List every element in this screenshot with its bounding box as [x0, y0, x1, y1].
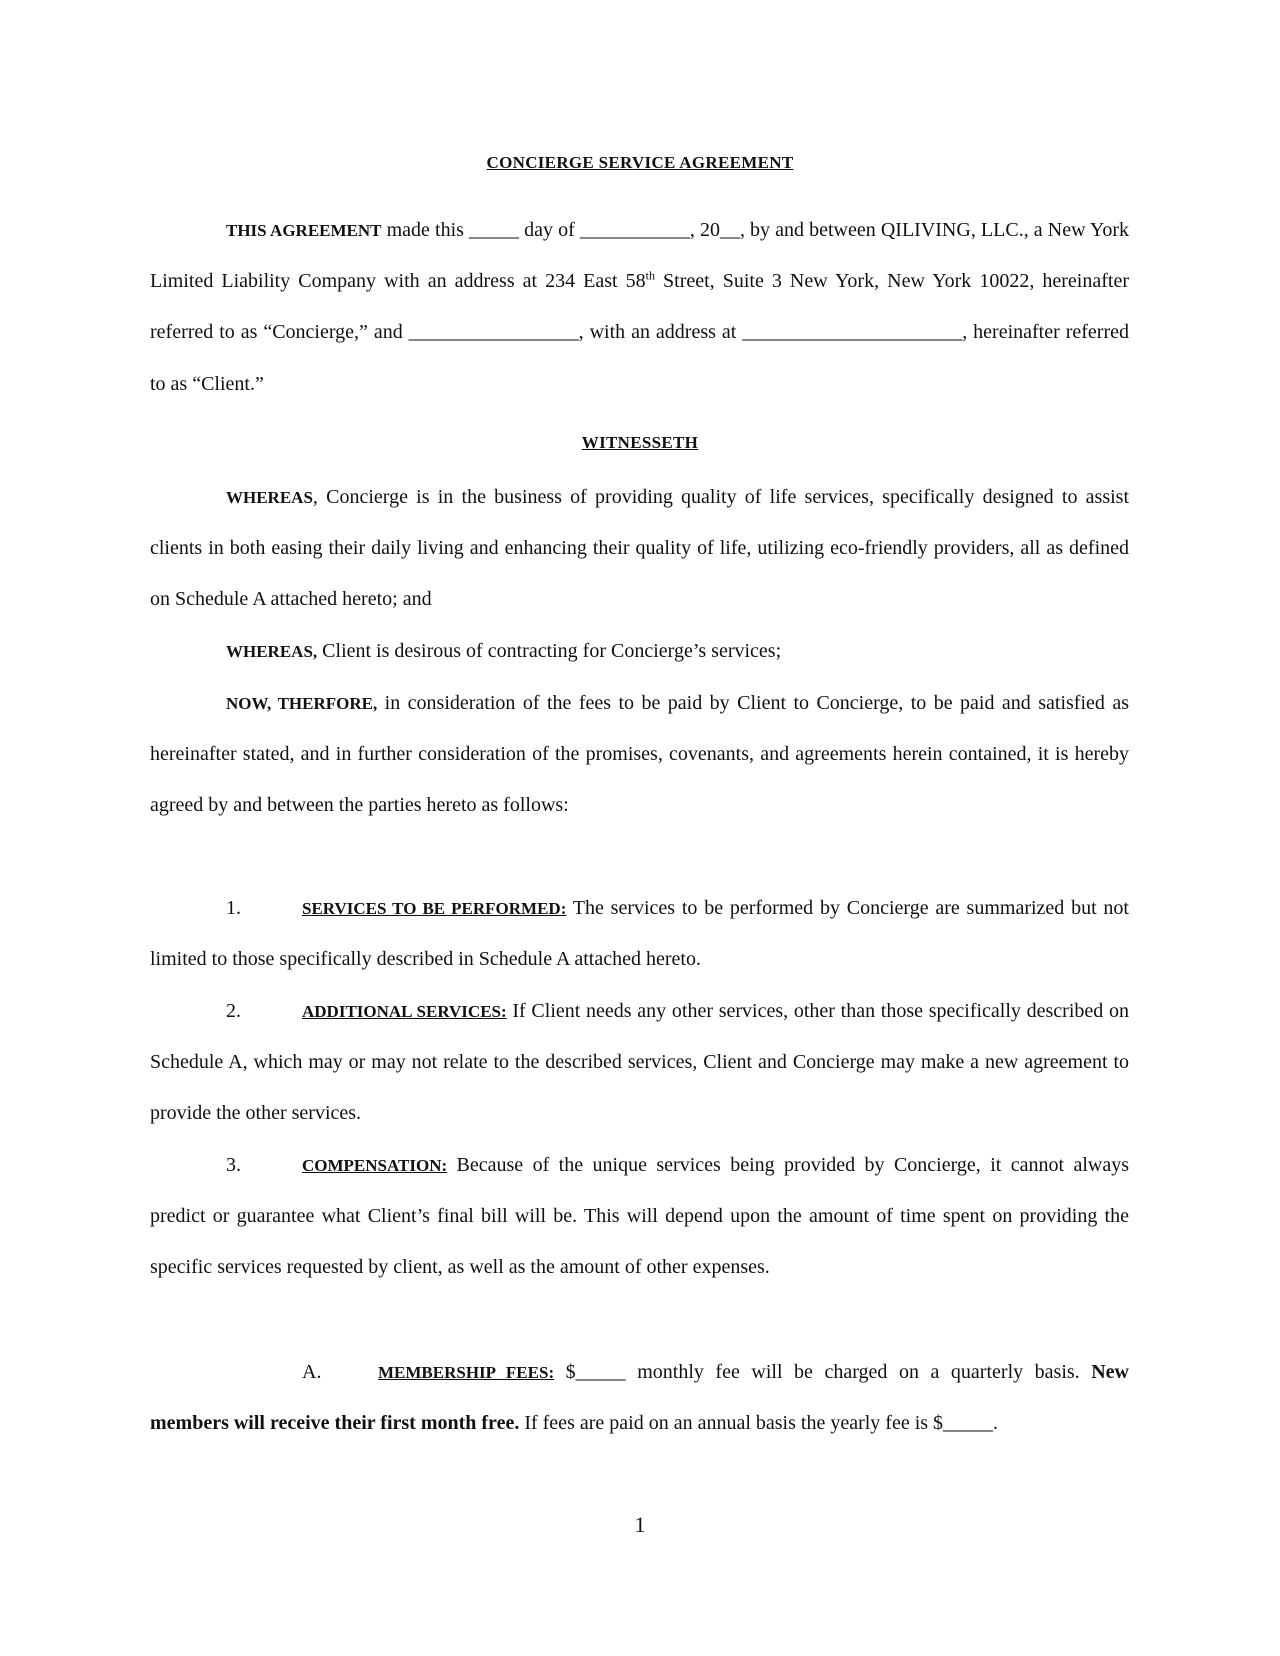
section-1-text: The services to be performed by Concierge are summarized but not limited to those specifically described in Schedule A attached hereto.: [150, 897, 1129, 971]
whereas-paragraph-1: [150, 472, 1129, 626]
whereas-2-lead: WHEREAS,: [226, 642, 318, 661]
section-3-number: 3.: [226, 1154, 241, 1176]
now-therefore-lead: NOW, THERFORE,: [226, 694, 378, 713]
section-1-paragraph: [150, 883, 1129, 985]
section-3-heading: COMPENSATION:: [302, 1156, 448, 1175]
intro-text-2: Street, Suite 3 New York, New York 10022, hereinafter referred to as “Concierge,” and _________________, with an address at ______________________, hereinafter referred to as “Client.”: [150, 270, 1129, 395]
section-1-heading: SERVICES TO BE PERFORMED:: [302, 899, 567, 918]
intro-lead: THIS AGREEMENT: [226, 221, 382, 240]
subsection-a-paragraph: [150, 1347, 1129, 1449]
subsection-a-bold-text: New members will receive their first month free.: [150, 1361, 1129, 1435]
document-title: CONCIERGE SERVICE AGREEMENT: [486, 153, 794, 172]
whereas-2-text: Client is desirous of contracting for Concierge’s services;: [317, 640, 782, 662]
intro-superscript: th: [645, 268, 655, 283]
section-2-text: If Client needs any other services, other than those specifically described on Schedule A, which may or may not relate to the described services, Client and Concierge may make a new agreement to provide the other services.: [150, 1000, 1129, 1125]
section-2-heading: ADDITIONAL SERVICES:: [302, 1002, 507, 1021]
section-2-paragraph: [150, 986, 1129, 1140]
subsection-a-letter: A.: [302, 1361, 322, 1383]
whereas-1-lead: WHEREAS: [226, 488, 313, 507]
whereas-1-text: , Concierge is in the business of providing quality of life services, specifically designed to assist clients in both easing their daily living and enhancing their quality of life, utilizing eco-friendly providers, all as defined on Schedule A attached hereto; and: [150, 486, 1129, 611]
section-1-number: 1.: [226, 897, 241, 919]
intro-paragraph: [150, 205, 1129, 410]
witnesseth-heading: WITNESSETH: [581, 433, 699, 452]
subsection-a-text-1: $_____ monthly fee will be charged on a quarterly basis.: [554, 1361, 1092, 1383]
section-2-number: 2.: [226, 1000, 241, 1022]
intro-text-1: made this _____ day of ___________, 20__, by and between QILIVING, LLC., a New York Limited Liability Company with an address at 234 East 58: [150, 219, 1129, 293]
now-therefore-paragraph: [150, 678, 1129, 832]
subsection-a-heading: MEMBERSHIP FEES:: [378, 1363, 555, 1382]
page-number: 1: [634, 1512, 646, 1537]
now-therefore-text: in consideration of the fees to be paid by Client to Concierge, to be paid and satisfied as hereinafter stated, and in further consideration of the promises, covenants, and agreements herein contained, it is hereby agreed by and between the parties hereto as follows:: [150, 692, 1129, 817]
whereas-paragraph-2: [150, 626, 1129, 677]
subsection-a-text-2: If fees are paid on an annual basis the yearly fee is $_____.: [519, 1412, 999, 1435]
section-3-text: Because of the unique services being provided by Concierge, it cannot always predict or guarantee what Client’s final bill will be. This will depend upon the amount of time spent on providing the specific services requested by client, as well as the amount of other expenses.: [150, 1154, 1129, 1279]
section-3-paragraph: [150, 1140, 1129, 1294]
